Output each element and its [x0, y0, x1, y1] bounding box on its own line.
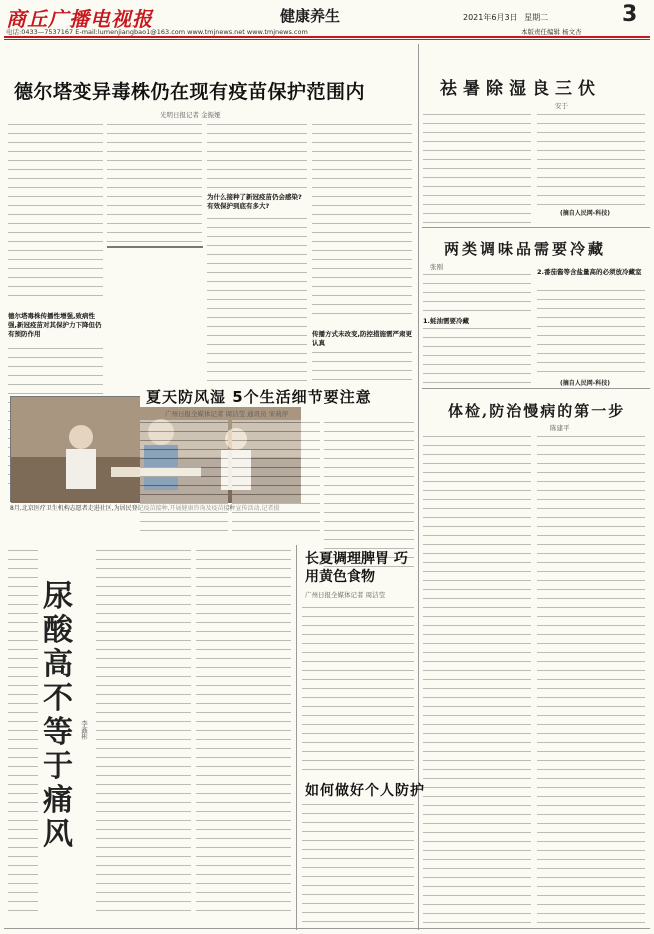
right-bottom-author: 陈建平	[550, 424, 570, 432]
editor-line: 本版责任编辑 杨文杏	[521, 28, 582, 36]
spleen-title: 长夏调理脾胃 巧用黄色食物	[305, 551, 408, 585]
lead-byline: 光明日报记者 金振娅	[160, 111, 221, 119]
right-mid-source: (摘自人民网-科技)	[560, 380, 610, 387]
lead-photo	[107, 246, 203, 248]
right-top-source: (摘自人民网-科技)	[560, 210, 610, 217]
masthead-rule-thin	[4, 39, 650, 40]
right-mid-author: 张刚	[430, 263, 443, 271]
right-top-text-a	[423, 112, 531, 227]
right-mid-text-a	[423, 272, 531, 312]
lead-col-3b	[207, 216, 307, 381]
summer-byline: 广州日报全媒体记者 周洁莹 通讯员 宋莉萍	[165, 410, 289, 418]
issue-date	[463, 12, 548, 23]
lead-subhead-2: 为什么接种了新冠疫苗仍会感染?有效保护到底有多大?	[207, 193, 302, 210]
summer-col-3	[324, 420, 414, 570]
right-divider-1	[422, 227, 650, 228]
contact-line: 电话:0433—7537167 E-mail:lumenjiangbao1@163.com www.tmjnews.net www.tmjnews.com	[6, 28, 308, 36]
date-text: 2021年6月3日	[463, 13, 518, 22]
summer-headline: 夏天防风湿 5个生活细节要注意	[140, 386, 378, 407]
right-top-author: 安于	[555, 102, 568, 110]
vertical-author: 李鑫彬	[80, 720, 88, 740]
masthead-rule	[4, 36, 650, 38]
right-divider-2	[422, 388, 650, 389]
lead-col-1	[8, 122, 103, 302]
left-col-b	[96, 548, 191, 918]
lead-subhead-1: 德尔塔毒株传播性增强,致病性强,新冠疫苗对其保护力下降但仍有预防作用	[8, 312, 102, 338]
right-bottom-text-b	[537, 434, 645, 924]
bottom-rule	[4, 928, 650, 929]
page-number: 3	[622, 2, 638, 27]
weekday-text: 星期二	[524, 13, 549, 22]
right-mid-sub2: 2.番茄酱等含盐量高的必须放冷藏室	[537, 268, 642, 276]
left-col-a	[8, 548, 38, 918]
lead-subhead-3: 传播方式未改变,防控措施需严肃更认真	[312, 330, 412, 347]
right-bottom-text-a	[423, 434, 531, 924]
lower-divider	[296, 545, 297, 930]
masthead-logo: 商丘广播电视报	[6, 7, 153, 31]
good-person-title: 如何做好个人防护	[305, 783, 425, 799]
right-top-title: 祛暑除湿良三伏	[440, 79, 601, 99]
left-col-c	[196, 548, 291, 918]
photo-caption: 8月,北京医疗卫生机构志愿者走进社区,为居民登记疫苗接种,开展健康咨询及疫苗接种宣传活动,记者摄	[10, 505, 280, 512]
lead-col-2	[107, 122, 202, 242]
right-mid-text-b	[423, 326, 531, 388]
lead-col-4b	[312, 350, 412, 385]
right-top-text-b	[537, 112, 645, 207]
right-bottom-title: 体检,防治慢病的第一步	[448, 402, 626, 420]
right-mid-text-c	[537, 288, 645, 373]
right-mid-title: 两类调味品需要冷藏	[444, 240, 607, 258]
spleen-byline: 广州日报全媒体记者 周洁莹	[305, 591, 386, 599]
spleen-col-1	[302, 605, 414, 775]
right-bottom-divider	[418, 390, 419, 930]
summer-col-2	[232, 420, 320, 538]
good-person-col	[302, 802, 414, 927]
section-title: 健康养生	[280, 7, 341, 25]
lead-col-4	[312, 122, 412, 322]
lead-col-3	[207, 122, 307, 192]
summer-col-1	[140, 420, 228, 538]
right-mid-sub1: 1.蚝油需要冷藏	[423, 317, 469, 325]
lead-headline: 德尔塔变异毒株仍在现有疫苗保护范围内	[14, 81, 366, 103]
vertical-title: 尿酸高不等于痛风	[43, 579, 73, 852]
